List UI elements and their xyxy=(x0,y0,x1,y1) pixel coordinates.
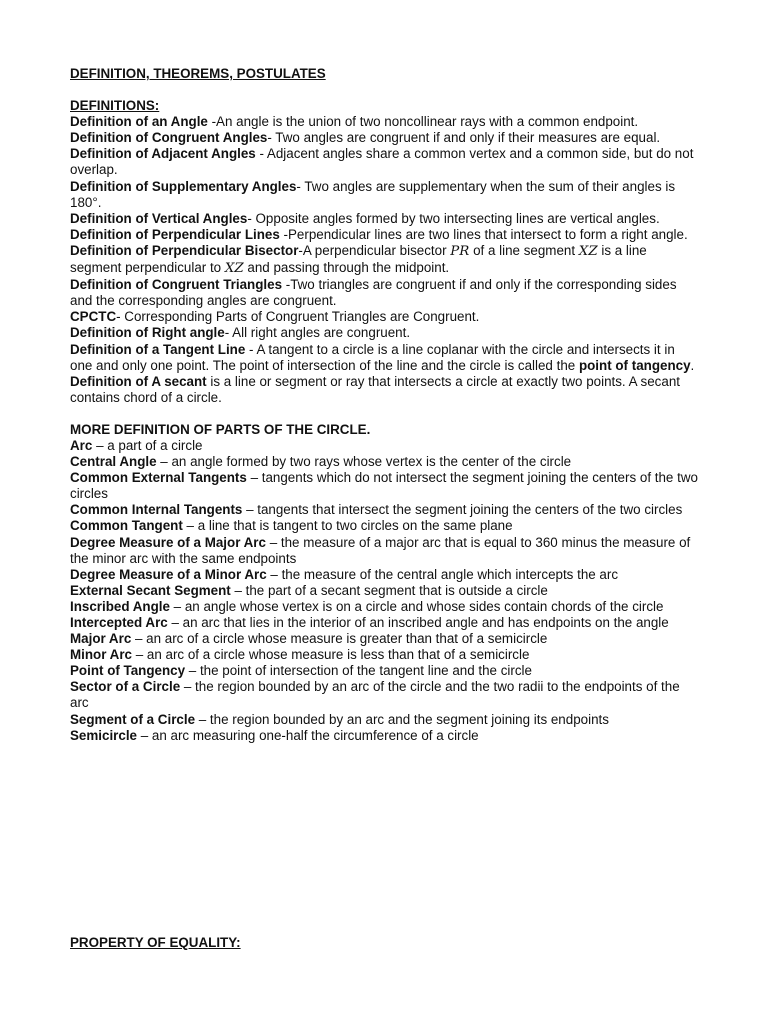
definition-entry xyxy=(70,211,700,227)
circle-term: Intercepted Arc xyxy=(70,615,168,630)
definition-text: is a line segment perpendicular to xyxy=(70,242,647,276)
definition-entry xyxy=(70,309,700,325)
circle-term-entry xyxy=(70,728,700,744)
definition-text: -A perpendicular bisector xyxy=(298,242,451,258)
definition-text: -Two triangles are congruent if and only if the corresponding sides and the corresponding angles are congruent. xyxy=(70,277,677,309)
definition-text: - Two angles are supplementary when the sum of their angles is 180°. xyxy=(70,178,676,210)
circle-term-entry xyxy=(70,567,700,583)
math-segment-xz: XZ xyxy=(578,243,598,259)
circle-term-entry xyxy=(70,583,700,599)
circle-term-text: – an arc that lies in the interior of an inscribed angle and has endpoints on the angle xyxy=(167,615,669,630)
circle-term-entry xyxy=(70,712,700,728)
circle-term-text: – a line that is tangent to two circles on the same plane xyxy=(182,518,513,534)
definition-term: Definition of Congruent Triangles xyxy=(70,277,283,293)
circle-term-entry xyxy=(70,438,700,454)
circle-term: Degree Measure of a Major Arc xyxy=(70,534,266,550)
circle-term: Point of Tangency xyxy=(70,663,186,679)
definition-entry xyxy=(70,130,700,146)
circle-term: Degree Measure of a Minor Arc xyxy=(70,566,267,582)
circle-term-entry xyxy=(70,535,700,567)
circle-term-entry xyxy=(70,502,700,518)
definition-text: - All right angles are congruent. xyxy=(224,325,411,341)
definitions-heading: DEFINITIONS: xyxy=(70,98,160,114)
circle-section-heading: MORE DEFINITION OF PARTS OF THE CIRCLE. xyxy=(70,421,371,437)
circle-term: Sector of a Circle xyxy=(70,679,181,695)
circle-term-entry xyxy=(70,663,700,679)
definition-term: Definition of Vertical Angles xyxy=(70,210,248,226)
circle-term: Central Angle xyxy=(70,454,157,470)
definition-term: Definition of Adjacent Angles xyxy=(70,146,256,162)
definition-entry xyxy=(70,179,700,211)
definition-entry xyxy=(70,342,700,374)
circle-term-text: – a part of a circle xyxy=(92,437,203,453)
circle-term-text: – the region bounded by an arc of the circle and the two radii to the endpoints of the arc xyxy=(70,679,680,711)
circle-term: Segment of a Circle xyxy=(70,711,196,727)
equality-heading: PROPERTY OF EQUALITY: xyxy=(70,935,241,950)
circle-term-entry xyxy=(70,470,700,502)
circle-term-text: – the point of intersection of the tangent line and the circle xyxy=(185,663,532,679)
circle-term: External Secant Segment xyxy=(70,582,231,598)
circle-term-text: – tangents which do not intersect the segment joining the centers of the two circles xyxy=(70,470,698,502)
circle-term-text: – an arc of a circle whose measure is greater than that of a semicircle xyxy=(131,631,548,647)
definition-term: Definition of an Angle xyxy=(70,114,208,130)
definition-term: Definition of Perpendicular Lines xyxy=(70,226,280,242)
definition-term: Definition of Supplementary Angles xyxy=(70,178,297,194)
spacer xyxy=(70,82,700,98)
emphasis-text: point of tangency xyxy=(578,357,691,373)
circle-term-text: – the measure of the central angle which intercepts the arc xyxy=(266,566,619,582)
definition-text: of a line segment xyxy=(469,242,579,258)
circle-term-text: – an arc measuring one-half the circumference of a circle xyxy=(137,727,479,743)
definition-text: is a line or segment or ray that intersects a circle at exactly two points. A secant contains chord of a circle. xyxy=(70,373,680,405)
definition-entry xyxy=(70,325,700,341)
circle-term-entry xyxy=(70,631,700,647)
circle-term-text: – the part of a secant segment that is outside a circle xyxy=(230,582,548,598)
circle-term-entry xyxy=(70,615,700,631)
definition-text: - A tangent to a circle is a line coplanar with the circle and intersects it in one and only one point. The point of intersection of the line and the circle is called the xyxy=(70,341,675,373)
definition-term: Definition of Perpendicular Bisector xyxy=(70,242,299,258)
math-segment-xz: XZ xyxy=(224,261,244,277)
spacer xyxy=(70,406,700,422)
math-segment-pr: PR xyxy=(450,243,470,259)
definition-text: . xyxy=(690,357,695,373)
definition-text: and passing through the midpoint. xyxy=(243,260,450,276)
definition-term: Definition of Congruent Angles xyxy=(70,130,268,146)
circle-term: Common External Tangents xyxy=(70,470,247,486)
definition-text: - Corresponding Parts of Congruent Triangles are Congruent. xyxy=(116,309,480,325)
circle-term: Minor Arc xyxy=(70,647,132,663)
document-content xyxy=(70,66,700,744)
definition-entry xyxy=(70,243,700,277)
circle-term-text: – an arc of a circle whose measure is less than that of a semicircle xyxy=(132,647,530,663)
circle-term: Arc xyxy=(70,437,93,453)
circle-term-entry xyxy=(70,599,700,615)
definition-text: -An angle is the union of two noncollinear rays with a common endpoint. xyxy=(207,114,639,130)
circle-term-text: – the region bounded by an arc and the segment joining its endpoints xyxy=(195,711,609,727)
definition-term: CPCTC xyxy=(70,309,117,325)
definition-entry xyxy=(70,227,700,243)
definition-text: - Adjacent angles share a common vertex and a common side, but do not overlap. xyxy=(70,146,694,178)
circle-term: Common Tangent xyxy=(70,518,183,534)
circle-term-text: – an angle whose vertex is on a circle and whose sides contain chords of the circle xyxy=(169,598,664,614)
definition-entry xyxy=(70,277,700,309)
definition-entry xyxy=(70,374,700,406)
definition-text: -Perpendicular lines are two lines that intersect to form a right angle. xyxy=(279,226,688,242)
circle-term-entry xyxy=(70,518,700,534)
circle-term: Common Internal Tangents xyxy=(70,502,243,518)
document-title: DEFINITION, THEOREMS, POSTULATES xyxy=(70,66,326,81)
definition-term: Definition of Right angle xyxy=(70,325,225,341)
circle-term: Inscribed Angle xyxy=(70,598,170,614)
circle-term-entry xyxy=(70,679,700,711)
circle-term-entry xyxy=(70,647,700,663)
circle-term: Major Arc xyxy=(70,631,132,647)
definition-term: Definition of a Tangent Line xyxy=(70,341,246,357)
circle-term-text: – the measure of a major arc that is equal to 360 minus the measure of the minor arc with the same endpoints xyxy=(70,534,691,566)
definition-term: Definition of A secant xyxy=(70,373,207,389)
definition-entry xyxy=(70,146,700,178)
definition-text: - Two angles are congruent if and only if their measures are equal. xyxy=(267,130,661,146)
circle-term: Semicircle xyxy=(70,727,137,743)
definition-text: - Opposite angles formed by two intersecting lines are vertical angles. xyxy=(247,210,660,226)
circle-term-text: – tangents that intersect the segment joining the centers of the two circles xyxy=(242,502,683,518)
circle-term-entry xyxy=(70,454,700,470)
circle-term-text: – an angle formed by two rays whose vertex is the center of the circle xyxy=(156,454,572,470)
definition-entry xyxy=(70,114,700,130)
